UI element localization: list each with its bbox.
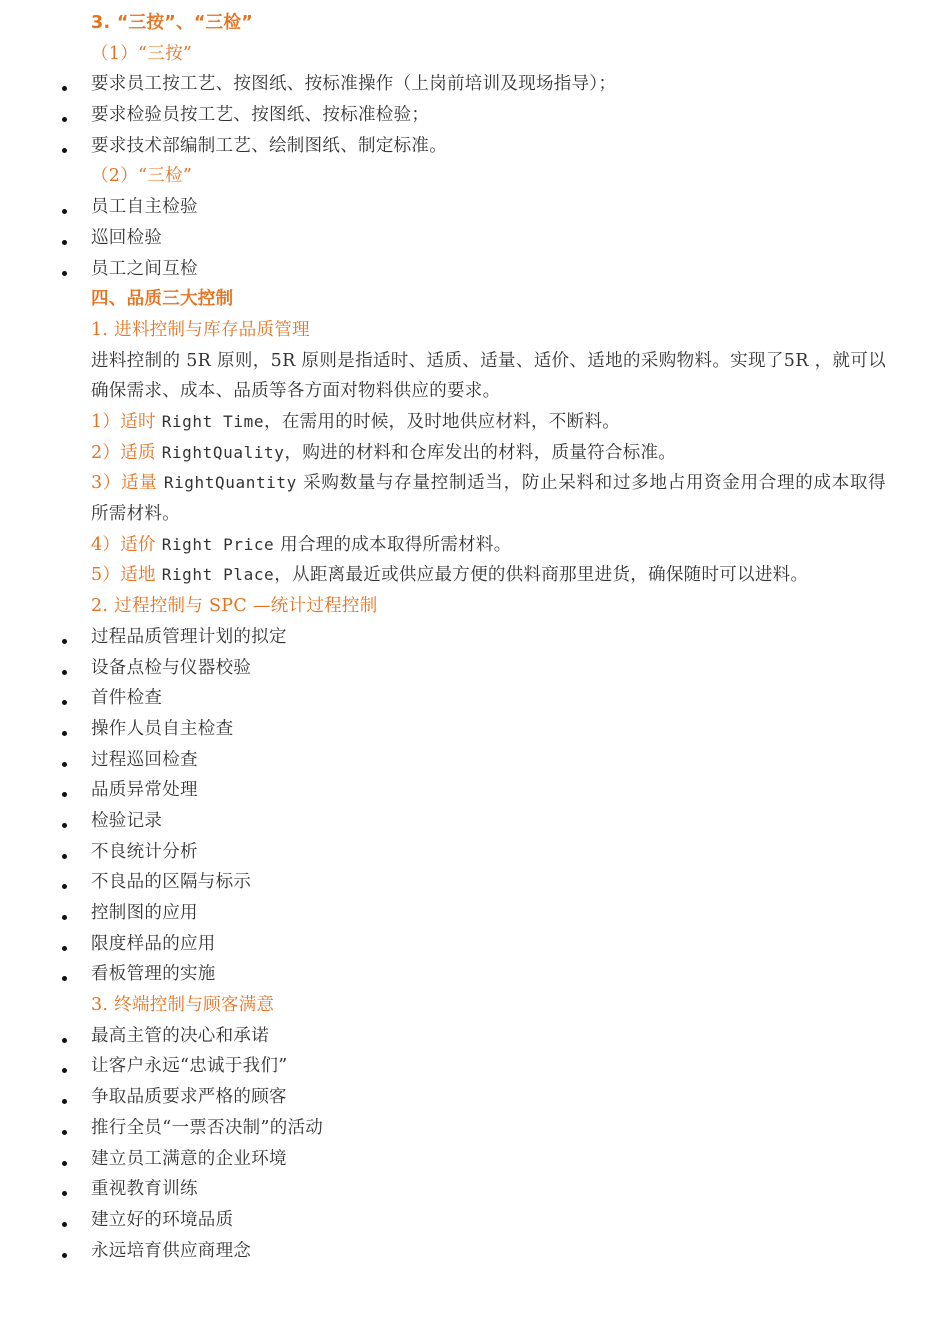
rule-label: 2）适质 (91, 442, 156, 463)
rule-label: 3）适量 (91, 473, 158, 494)
list-item: 过程巡回检查 (0, 745, 950, 776)
document-page (0, 8, 950, 1266)
rule-text: ，从距离最近或供应最方便的供料商那里进货，确保随时可以进料。 (274, 565, 809, 586)
list-item: 要求检验员按工艺、按图纸、按标准检验； (0, 100, 950, 131)
rule-item-4 (0, 530, 950, 561)
list-item: 巡回检验 (0, 223, 950, 254)
list-item: 检验记录 (0, 806, 950, 837)
terminal-control-list (0, 1021, 950, 1267)
rule-item-1 (0, 407, 950, 438)
rule-text: 用合理的成本取得所需材料。 (280, 534, 512, 555)
list-item: 不良统计分析 (0, 837, 950, 868)
list-item: 建立员工满意的企业环境 (0, 1144, 950, 1175)
section-4-heading: 四、品质三大控制 (91, 289, 234, 310)
list-item: 让客户永远“忠诚于我们” (0, 1051, 950, 1082)
list-item: 限度样品的应用 (0, 929, 950, 960)
list-item: 最高主管的决心和承诺 (0, 1021, 950, 1052)
list-item: 重视教育训练 (0, 1174, 950, 1205)
rule-label: 5）适地 (91, 565, 156, 586)
section-3-heading: 3. “三按”、“三检” (91, 13, 254, 33)
list-item: 员工之间互检 (0, 254, 950, 285)
list-item: 控制图的应用 (0, 898, 950, 929)
rule-english: Right Time (161, 411, 265, 431)
subheading-three-inspect: （2）“三检” (91, 166, 193, 187)
list-item: 争取品质要求严格的顾客 (0, 1082, 950, 1113)
rule-text: ，在需用的时候，及时地供应材料，不断料。 (264, 411, 621, 432)
list-item: 建立好的环境品质 (0, 1205, 950, 1236)
list-item: 永远培育供应商理念 (0, 1236, 950, 1267)
rule-text: 采购数量与存量控制适当，防止呆料和过多地占用资金用合理的成本取得所需材料。 (91, 473, 886, 525)
rule-english: RightQuality (161, 442, 285, 462)
list-item: 要求技术部编制工艺、绘制图纸、制定标准。 (0, 131, 950, 162)
subheading-three-follow: （1）“三按” (91, 43, 193, 64)
intro-paragraph: 进料控制的 5R 原则，5R 原则是指适时、适质、适量、适价、适地的采购物料。实现了5R ，就可以确保需求、成本、品质等各方面对物料供应的要求。 (91, 350, 886, 402)
rule-english: Right Price (161, 534, 275, 554)
list-item: 要求员工按工艺、按图纸、按标准操作（上岗前培训及现场指导）； (0, 69, 950, 100)
rule-label: 4）适价 (91, 534, 156, 555)
process-control-list (0, 622, 950, 990)
list-item: 过程品质管理计划的拟定 (0, 622, 950, 653)
rule-english: RightQuantity (163, 473, 297, 493)
list-item: 品质异常处理 (0, 775, 950, 806)
rule-item-5 (0, 560, 950, 591)
rule-item-2 (0, 438, 950, 469)
list-item: 不良品的区隔与标示 (0, 867, 950, 898)
part-1-heading: 1. 进料控制与库存品质管理 (91, 319, 310, 340)
list-item: 设备点检与仪器校验 (0, 653, 950, 684)
list-item: 首件检查 (0, 683, 950, 714)
list-item: 看板管理的实施 (0, 959, 950, 990)
list-item: 操作人员自主检查 (0, 714, 950, 745)
rule-english: Right Place (161, 565, 275, 585)
rule-item-3 (0, 468, 886, 529)
part-2-heading: 2. 过程控制与 SPC —统计过程控制 (91, 596, 378, 617)
part-3-heading: 3. 终端控制与顾客满意 (91, 995, 275, 1016)
list-item: 推行全员“一票否决制”的活动 (0, 1113, 950, 1144)
rule-label: 1）适时 (91, 411, 156, 432)
list-item: 员工自主检验 (0, 192, 950, 223)
rule-text: ，购进的材料和仓库发出的材料，质量符合标准。 (284, 442, 677, 463)
